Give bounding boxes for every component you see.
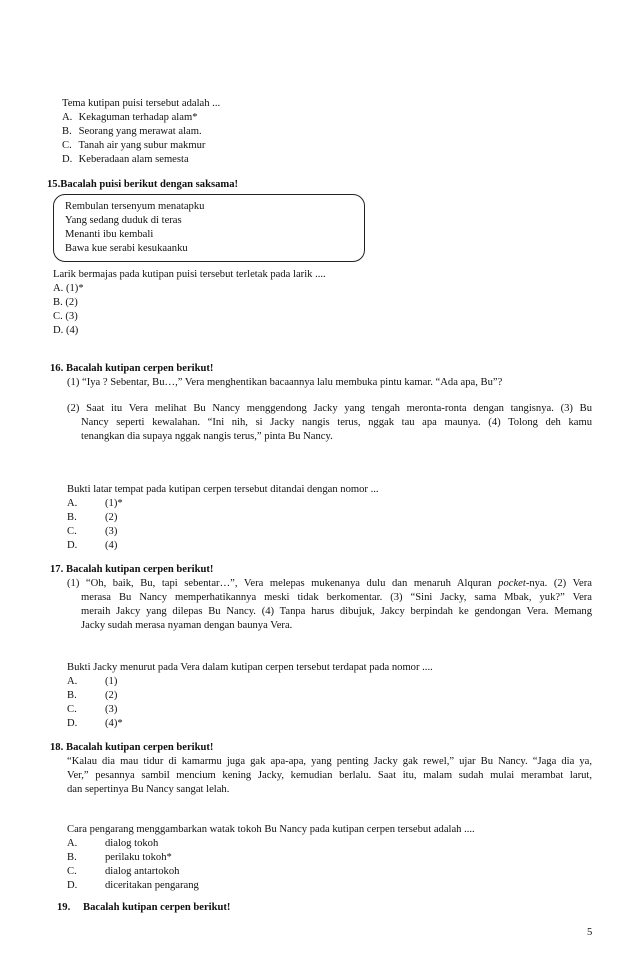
q15-option-c: C. (3) — [53, 311, 78, 322]
q17-title: 17. Bacalah kutipan cerpen berikut! — [50, 564, 214, 575]
q17-option-c: C. (3) — [67, 704, 118, 715]
q18-option-c: C. dialog antartokoh — [67, 866, 180, 877]
poem-line-3: Menanti ibu kembali — [65, 229, 154, 240]
q18-stem: Cara pengarang menggambarkan watak tokoh Bu Nancy pada kutipan cerpen tersebut adalah .... — [67, 824, 475, 835]
q15-option-b: B. (2) — [53, 297, 78, 308]
q14-option-a: A. Kekaguman terhadap alam* — [62, 112, 198, 123]
q17-option-a: A. (1) — [67, 676, 118, 687]
q16-para-2-line-2: Nancy seperti kewalahan. “Ini nih, si Jacky nangis terus, nggak tau apa maunya. (4) Tolong deh kamu — [81, 417, 592, 428]
q18-title: 18. Bacalah kutipan cerpen berikut! — [50, 742, 214, 753]
q16-para-2-line-3: tenangkan dia supaya nggak nangis terus,” pinta Bu Nancy. — [81, 431, 333, 442]
q18-line-2: Ver,” pesannya sambil mencium kening Jacky, kemudian berlalu. Saat itu, malam sudah mulai merambat larut, — [67, 770, 592, 781]
q18-line-1: “Kalau dia mau tidur di kamarmu juga gak apa-apa, yang penting Jacky gak rewel,” ujar Bu Nancy. “Jaga dia ya, — [67, 756, 592, 767]
q15-stem: Larik bermajas pada kutipan puisi tersebut terletak pada larik .... — [53, 269, 326, 280]
poem-line-2: Yang sedang duduk di teras — [65, 215, 182, 226]
q17-line-1: (1) “Oh, baik, Bu, tapi sebentar…”, Vera melepas mukenanya dulu dan menaruh Alquran pocket-nya. (2) Vera — [67, 578, 592, 589]
q17-italic-word: pocket — [498, 578, 526, 589]
q14-option-c: C. Tanah air yang subur makmur — [62, 140, 206, 151]
q16-title: 16. Bacalah kutipan cerpen berikut! — [50, 363, 214, 374]
poem-line-1: Rembulan tersenyum menatapku — [65, 201, 205, 212]
q16-para-1: (1) “Iya ? Sebentar, Bu…,” Vera menghentikan bacaannya lalu membuka pintu kamar. “Ada apa, Bu”? — [67, 377, 503, 388]
q15-title: 15.Bacalah puisi berikut dengan saksama! — [47, 179, 239, 190]
q16-stem: Bukti latar tempat pada kutipan cerpen tersebut ditandai dengan nomor ... — [67, 484, 379, 495]
q18-option-d: D. diceritakan pengarang — [67, 880, 199, 891]
q17-stem: Bukti Jacky menurut pada Vera dalam kutipan cerpen tersebut terdapat pada nomor .... — [67, 662, 433, 673]
q17-option-b: B. (2) — [67, 690, 118, 701]
q17-line-4: Jacky sudah merasa nyaman dengan baunya Vera. — [81, 620, 293, 631]
page-number: 5 — [587, 927, 593, 938]
q14-option-d: D. Keberadaan alam semesta — [62, 154, 189, 165]
q17-line-2: merasa Bu Nancy memperhatikannya meski tidak berkomentar. (3) “Sini Jacky, sama Mbak, yuk?” Vera — [81, 592, 592, 603]
q18-line-3: dan sepertinya Bu Nancy sangat lelah. — [67, 784, 230, 795]
q15-option-a: A. (1)* — [53, 283, 84, 294]
q17-option-d: D. (4)* — [67, 718, 123, 729]
q18-option-a: A. dialog tokoh — [67, 838, 159, 849]
q14-stem: Tema kutipan puisi tersebut adalah ... — [62, 98, 221, 109]
q17-line-3: meraih Jakcy yang dilepas Bu Nancy. (4) Tanpa harus dibujuk, Jakcy berpindah ke gendongan Vera. Memang — [81, 606, 592, 617]
q16-para-2-line-1: (2) Saat itu Vera melihat Bu Nancy menggendong Jacky yang tengah meronta-ronta dengan tangisnya. (3) Bu — [67, 403, 592, 414]
q16-option-c: C. (3) — [67, 526, 118, 537]
q14-option-b: B. Seorang yang merawat alam. — [62, 126, 202, 137]
q16-option-b: B. (2) — [67, 512, 118, 523]
q15-option-d: D. (4) — [53, 325, 79, 336]
q18-option-b: B. perilaku tokoh* — [67, 852, 172, 863]
q16-option-a: A. (1)* — [67, 498, 123, 509]
q16-option-d: D. (4) — [67, 540, 118, 551]
q19-title: 19. Bacalah kutipan cerpen berikut! — [57, 902, 231, 913]
poem-line-4: Bawa kue serabi kesukaanku — [65, 243, 188, 254]
